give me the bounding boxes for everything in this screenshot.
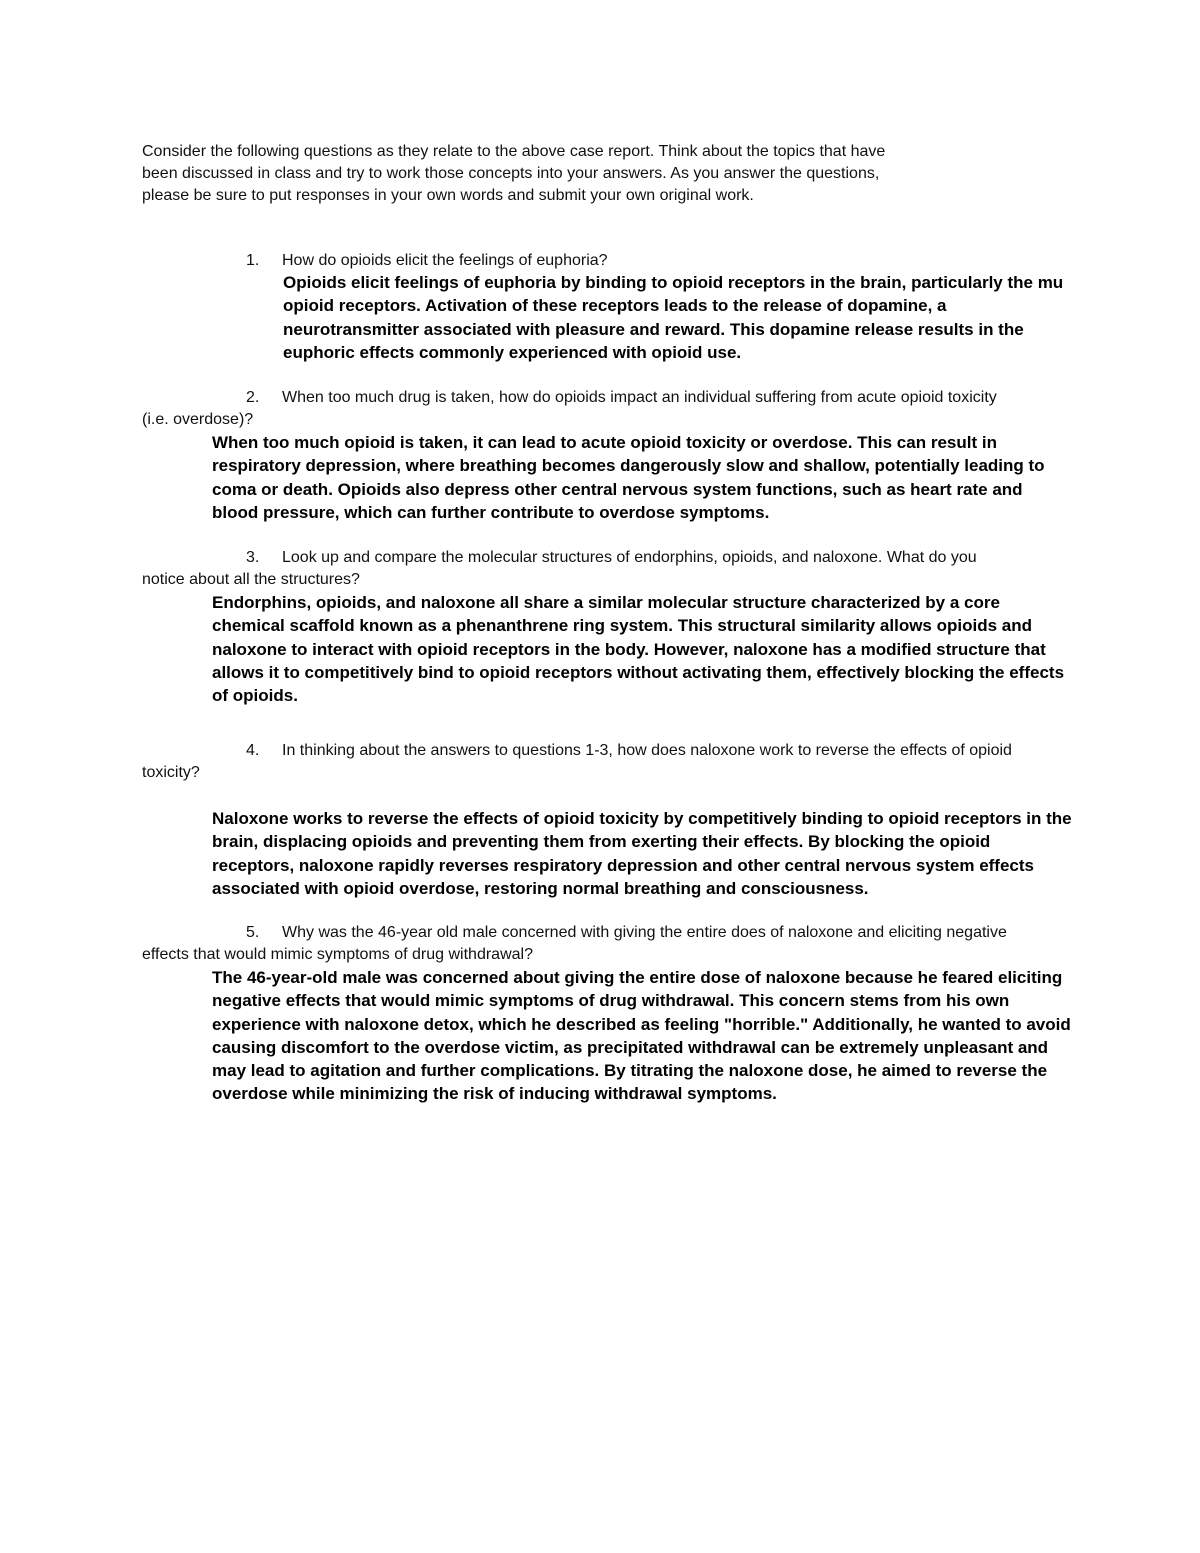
question-text: When too much drug is taken, how do opioids impact an individual suffering from acute opioid toxicity (i.e. overdose)? bbox=[142, 389, 997, 428]
question-text: In thinking about the answers to questions 1-3, how does naloxone work to reverse the effects of opioid toxicity? bbox=[142, 742, 1012, 781]
question-number: 2. bbox=[246, 389, 260, 406]
answer-2: When too much opioid is taken, it can lead to acute opioid toxicity or overdose. This can result in respiratory depression, where breathing becomes dangerously slow and shallow, potentially leading to coma or death. Opioids also depress other central nervous system functions, such as heart rate and blood pressure, which can further contribute to overdose symptoms. bbox=[212, 433, 1045, 522]
question-number: 1. bbox=[246, 252, 260, 269]
question-number: 4. bbox=[246, 742, 260, 759]
question-4 bbox=[142, 740, 1022, 784]
answer-3: Endorphins, opioids, and naloxone all share a similar molecular structure characterized by a core chemical scaffold known as a phenanthrene ring system. This structural similarity allows opioids and naloxone to interact with opioid receptors in the body. However, naloxone has a modified structure that allows it to competitively bind to opioid receptors without activating them, effectively blocking the effects of opioids. bbox=[212, 593, 1065, 706]
intro-paragraph: Consider the following questions as they relate to the above case report. Think about the topics that have been discussed in class and try to work those concepts into your answers. As you answer the questions, please be sure to put responses in your own words and submit your own original work. bbox=[142, 143, 886, 204]
question-text: Why was the 46-year old male concerned with giving the entire does of naloxone and eliciting negative effects that would mimic symptoms of drug withdrawal? bbox=[142, 924, 1007, 963]
question-text: How do opioids elicit the feelings of euphoria? bbox=[282, 252, 608, 269]
question-5 bbox=[142, 922, 1022, 966]
question-1 bbox=[246, 250, 1046, 272]
question-3 bbox=[142, 547, 1022, 591]
answer-4: Naloxone works to reverse the effects of opioid toxicity by competitively binding to opioid receptors in the brain, displacing opioids and preventing them from exerting their effects. By blocking the opioid receptors, naloxone rapidly reverses respiratory depression and other central nervous system effects associated with opioid overdose, restoring normal breathing and consciousness. bbox=[212, 809, 1072, 898]
question-text: Look up and compare the molecular structures of endorphins, opioids, and naloxone. What do you notice about all the structures? bbox=[142, 549, 977, 588]
question-number: 3. bbox=[246, 549, 260, 566]
question-2 bbox=[142, 387, 1022, 431]
answer-1: Opioids elicit feelings of euphoria by binding to opioid receptors in the brain, particularly the mu opioid receptors. Activation of these receptors leads to the release of dopamine, a neurotransmitter associated with pleasure and reward. This dopamine release results in the euphoric effects commonly experienced with opioid use. bbox=[283, 273, 1064, 362]
question-number: 5. bbox=[246, 924, 260, 941]
answer-5: The 46-year-old male was concerned about giving the entire dose of naloxone because he feared eliciting negative effects that would mimic symptoms of drug withdrawal. This concern stems from his own experience with naloxone detox, which he described as feeling "horrible." Additionally, he wanted to avoid causing discomfort to the overdose victim, as precipitated withdrawal can be extremely unpleasant and may lead to agitation and further complications. By titrating the naloxone dose, he aimed to reverse the overdose while minimizing the risk of inducing withdrawal symptoms. bbox=[212, 968, 1071, 1104]
